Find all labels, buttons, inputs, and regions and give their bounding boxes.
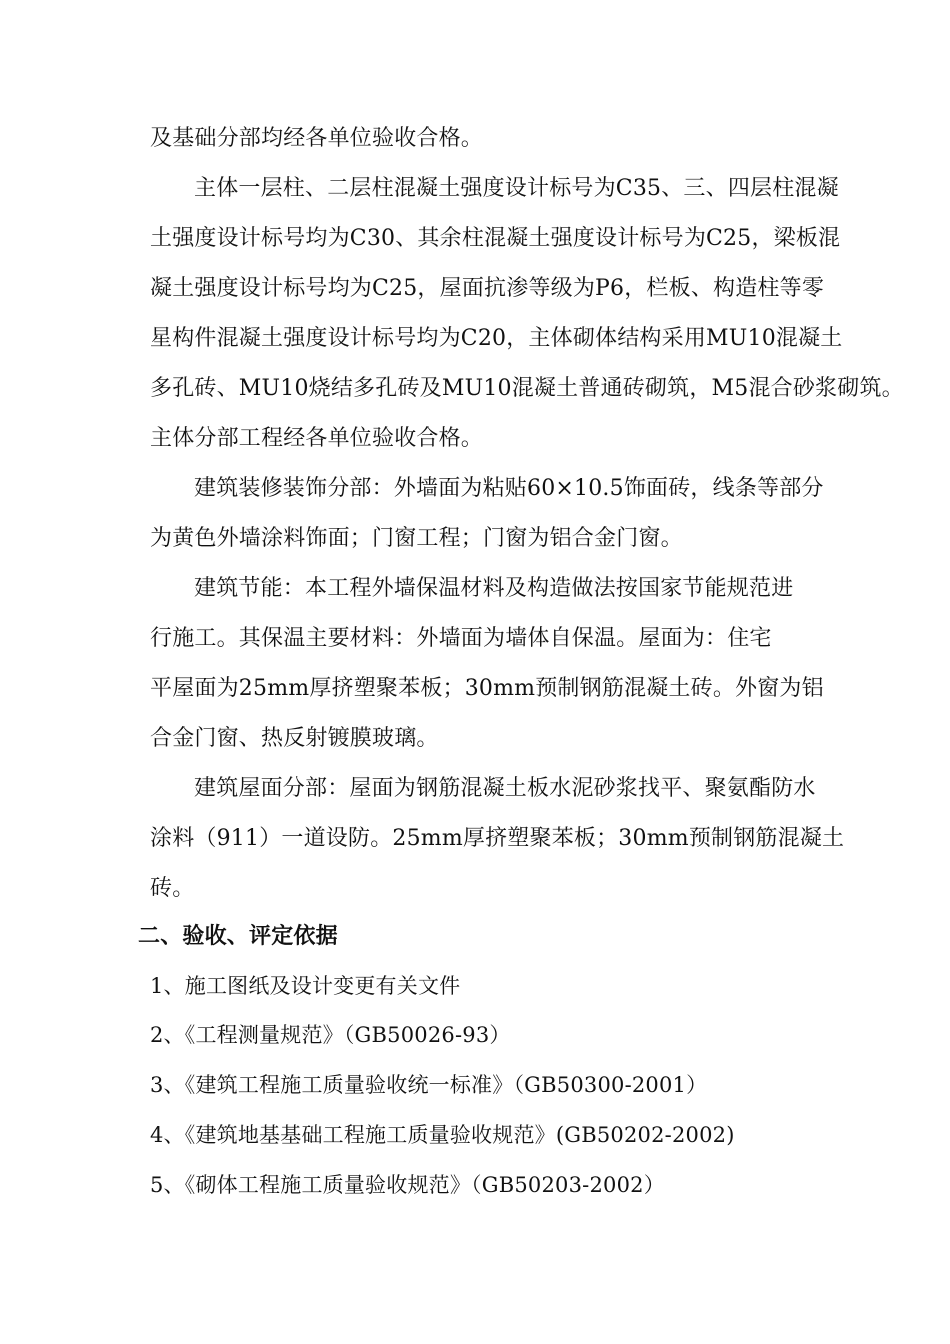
paragraph-line: 合金门窗、热反射镀膜玻璃。: [150, 726, 439, 751]
paragraph-line: 及基础分部均经各单位验收合格。: [150, 126, 484, 151]
list-item: 1、施工图纸及设计变更有关文件: [150, 974, 461, 998]
paragraph-line: 建筑屋面分部：屋面为钢筋混凝土板水泥砂浆找平、聚氨酯防水: [194, 776, 816, 801]
paragraph-line: 星构件混凝土强度设计标号均为C20，主体砌体结构采用MU10混凝土: [150, 326, 843, 351]
list-item: 4、《建筑地基基础工程施工质量验收规范》(GB50202-2002): [150, 1123, 735, 1147]
paragraph-line: 为黄色外墙涂料饰面；门窗工程；门窗为铝合金门窗。: [150, 526, 683, 551]
paragraph-line: 主体分部工程经各单位验收合格。: [150, 426, 484, 451]
paragraph-line: 建筑节能：本工程外墙保温材料及构造做法按国家节能规范进: [194, 576, 794, 601]
list-item: 3、《建筑工程施工质量验收统一标准》（GB50300-2001）: [150, 1073, 708, 1097]
paragraph-line: 行施工。其保温主要材料：外墙面为墙体自保温。屋面为：住宅: [150, 626, 772, 651]
list-item: 5、《砌体工程施工质量验收规范》（GB50203-2002）: [150, 1173, 665, 1197]
paragraph-line: 多孔砖、MU10烧结多孔砖及MU10混凝土普通砖砌筑，M5混合砂浆砌筑。: [150, 376, 904, 401]
paragraph-line: 涂料（911）一道设防。25mm厚挤塑聚苯板；30mm预制钢筋混凝土: [150, 826, 845, 851]
paragraph-line: 凝土强度设计标号均为C25，屋面抗渗等级为P6，栏板、构造柱等零: [150, 276, 825, 301]
list-item: 2、《工程测量规范》（GB50026-93）: [150, 1023, 511, 1047]
paragraph-line: 砖。: [150, 876, 195, 901]
section-heading: 二、验收、评定依据: [138, 924, 338, 949]
paragraph-line: 主体一层柱、二层柱混凝土强度设计标号为C35、三、四层柱混凝: [194, 176, 839, 201]
paragraph-line: 土强度设计标号均为C30、其余柱混凝土强度设计标号为C25，梁板混: [150, 226, 841, 251]
paragraph-line: 平屋面为25mm厚挤塑聚苯板；30mm预制钢筋混凝土砖。外窗为铝: [150, 676, 824, 701]
paragraph-line: 建筑装修装饰分部：外墙面为粘贴60×10.5饰面砖，线条等部分: [194, 476, 824, 501]
